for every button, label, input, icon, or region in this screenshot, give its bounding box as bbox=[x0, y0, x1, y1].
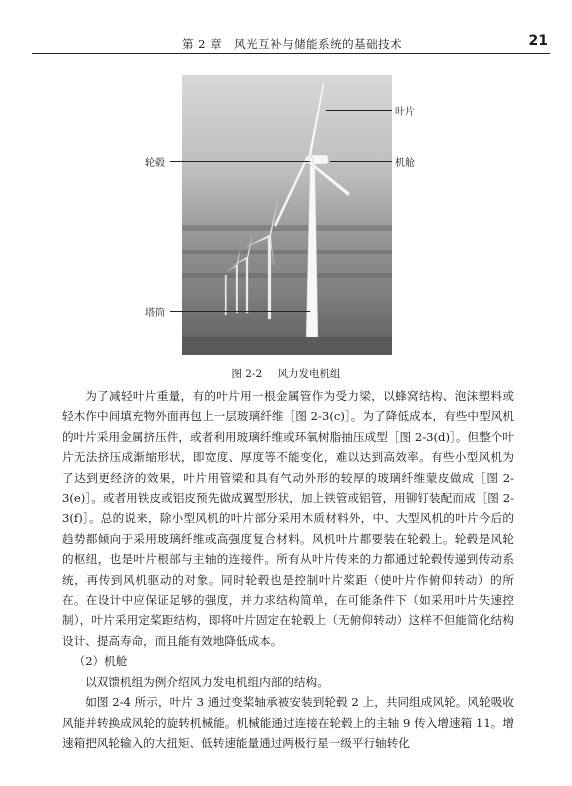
paragraph: 如图 2-4 所示，叶片 3 通过变桨轴承被安装到轮毂 2 上，共同组成风轮。风轮吸收风能并转换成风轮的旋转机械能。机械能通过连接在轮毂上的主轴 9 传入增速箱 11。增速箱把风轮输入的大扭矩、低转速能量通过两极行星一级平行轴转化 bbox=[62, 695, 514, 750]
label-nacelle: 机舱 bbox=[395, 158, 415, 169]
callout-line-blade bbox=[326, 110, 392, 111]
figure-number: 图 2-2 bbox=[231, 368, 263, 380]
figure-title: 风力发电机组 bbox=[277, 368, 341, 380]
paragraph: 以双馈机组为例介绍风力发电机组内部的结构。 bbox=[85, 674, 329, 689]
callout-line-hub bbox=[170, 161, 310, 162]
body-text bbox=[62, 386, 514, 753]
page-number: 21 bbox=[528, 33, 548, 49]
figure-caption bbox=[0, 366, 572, 381]
callout-line-nacelle bbox=[330, 161, 392, 162]
label-hub: 轮毂 bbox=[145, 158, 165, 169]
header-rule bbox=[32, 53, 550, 54]
running-header bbox=[32, 33, 550, 55]
label-blade: 叶片 bbox=[395, 107, 415, 118]
chapter-title: 第 2 章 风光互补与储能系统的基础技术 bbox=[182, 37, 403, 51]
section-heading: （2）机舱 bbox=[73, 654, 128, 669]
callout-line-tower bbox=[170, 311, 310, 312]
wind-turbine-photo bbox=[182, 75, 392, 355]
label-tower: 塔筒 bbox=[145, 308, 165, 319]
paragraph: 为了减轻叶片重量，有的叶片用一根金属管作为受力梁，以蜂窝结构、泡沫塑料或轻木作中间填充物外面再包上一层玻璃纤维［图 2-3(c)］。为了降低成本，有些中型风机的叶片采用金属挤压件，或者利用玻璃纤维或环氧树脂抽压成型［图 2-3(d)］。但整个叶片无法挤压成渐缩形状，即宽度、厚度等不能变化，难以达到高效率。有些小型风机为了达到更经济的效果，叶片用管梁和具有气动外形的较厚的玻璃纤维蒙皮做成［图 2-3(e)］。或者用铁皮或铝皮预先做成翼型形状，加上铁管或铝管，用铆钉装配而成［图 2-3(f)］。总的说来，除小型风机的叶片部分采用木质材料外，中、大型风机的叶片今后的趋势都倾向于采用玻璃纤维或高强度复合材料。风机叶片都要装在轮毂上。轮毂是风轮的枢纽，也是叶片根部与主轴的连接件。所有从叶片传来的力都通过轮毂传递到传动系统，再传到风机驱动的对象。同时轮毂也是控制叶片桨距（使叶片作俯仰转动）的所在。在设计中应保证足够的强度，并力求结构简单，在可能条件下（如采用叶片失速控制），叶片采用定桨距结构，即将叶片固定在轮毂上（无俯仰转动）这样不但能简化结构设计、提高寿命，而且能有效地降低成本。 bbox=[62, 389, 514, 648]
